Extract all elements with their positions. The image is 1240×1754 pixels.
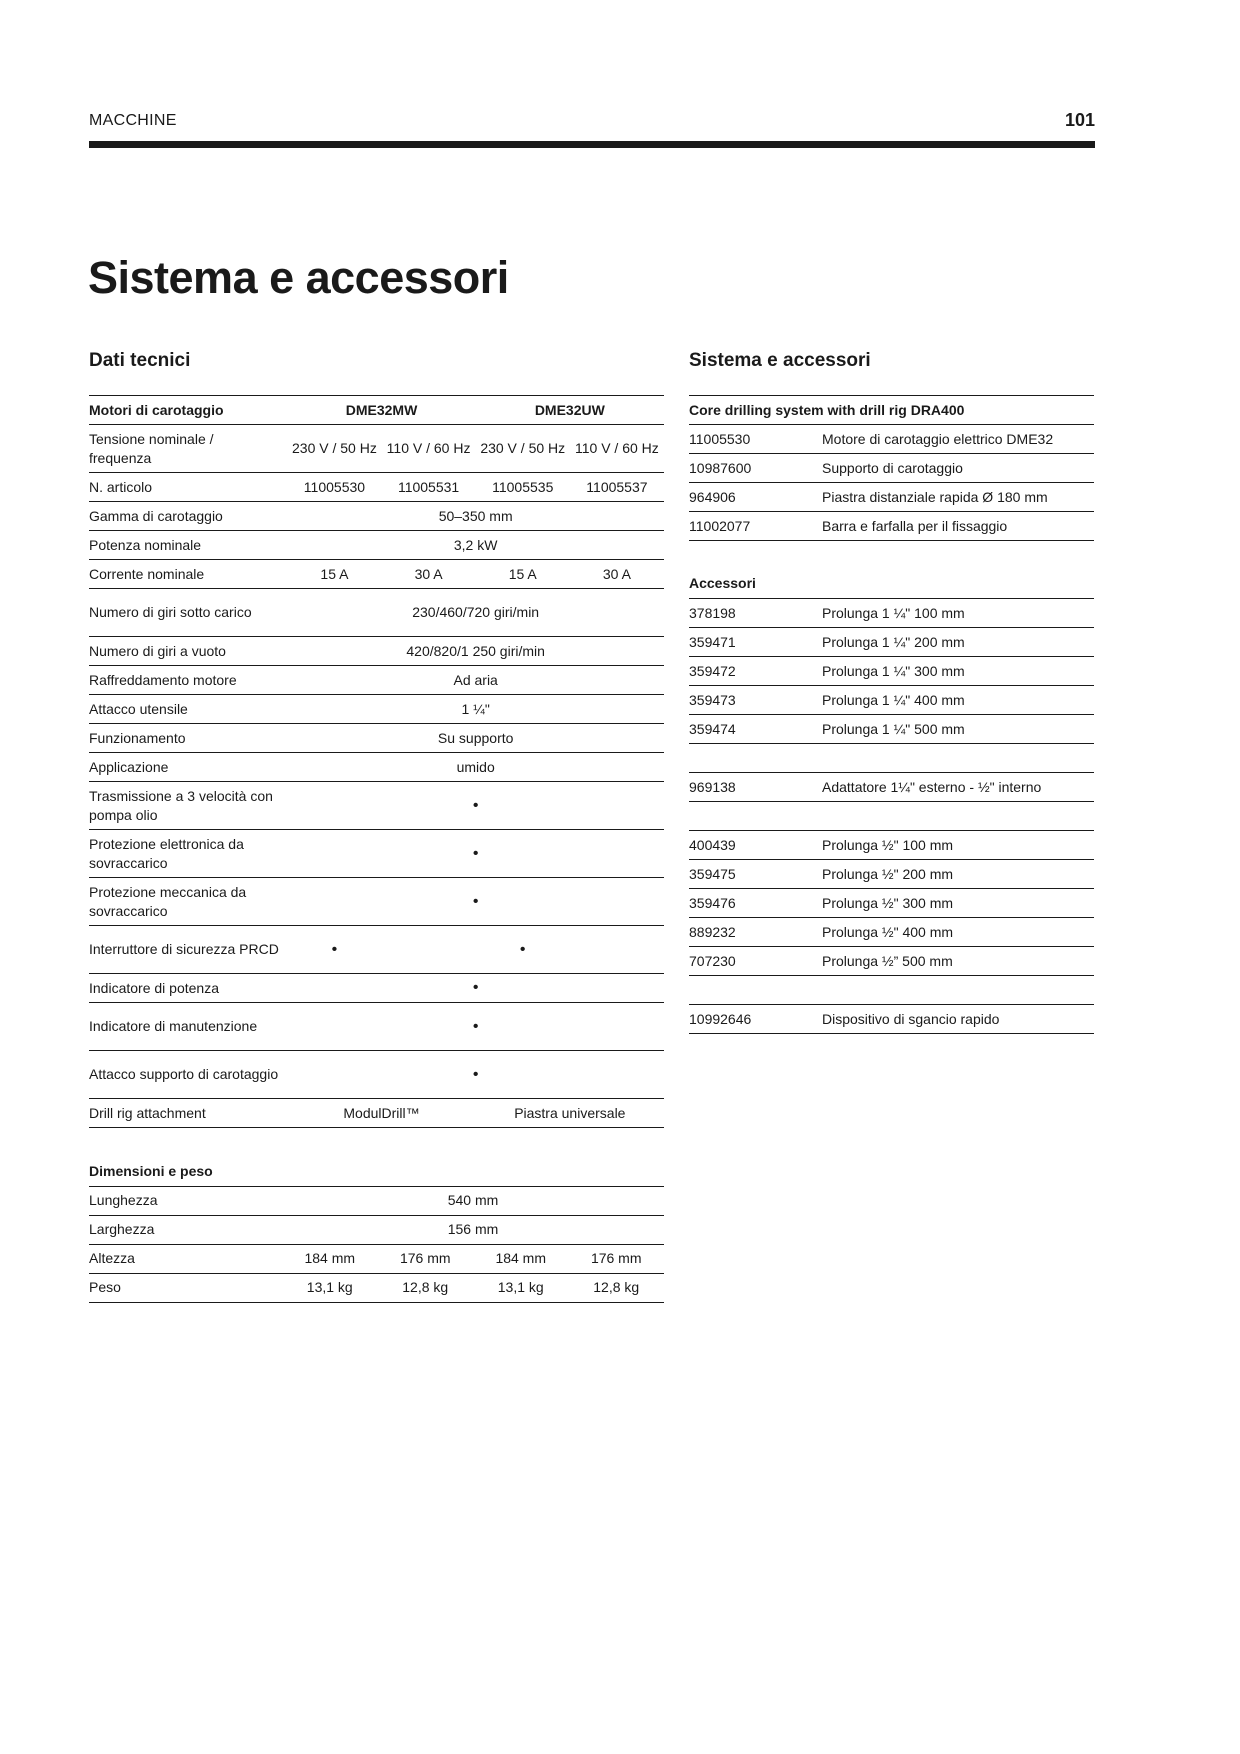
row-label: Larghezza: [89, 1215, 282, 1244]
article-description: Barra e farfalla per il fissaggio: [822, 512, 1094, 541]
article-code: 889232: [689, 918, 822, 947]
list-item: [689, 512, 1094, 541]
table-row: [89, 666, 664, 695]
article-code: 10987600: [689, 454, 822, 483]
article-code: 11005530: [689, 425, 822, 454]
article-code: 969138: [689, 773, 822, 802]
article-description: Piastra distanziale rapida Ø 180 mm: [822, 483, 1094, 512]
cell-value: 11005537: [570, 473, 664, 502]
row-label: Numero di giri sotto carico: [89, 589, 287, 637]
feature-dot: •: [287, 1003, 664, 1051]
table-row: [89, 753, 664, 782]
article-description: Motore di carotaggio elettrico DME32: [822, 425, 1094, 454]
row-label: Tensione nominale / frequenza: [89, 425, 287, 473]
empty-row: [689, 976, 1094, 1005]
list-item: [689, 483, 1094, 512]
row-label: Gamma di carotaggio: [89, 502, 287, 531]
table-row: [89, 1051, 664, 1099]
row-label: Protezione elettronica da sovraccarico: [89, 830, 287, 878]
dimensions-header: Dimensioni e peso: [89, 1157, 664, 1186]
cell-value: 3,2 kW: [287, 531, 664, 560]
article-description: Dispositivo di sgancio rapido: [822, 1005, 1094, 1034]
article-code: 378198: [689, 599, 822, 628]
model-dme32mw-header: DME32MW: [287, 396, 475, 425]
row-label: N. articolo: [89, 473, 287, 502]
cell-value: 230 V / 50 Hz: [476, 425, 570, 473]
cell-value: 15 A: [476, 560, 570, 589]
model-dme32uw-header: DME32UW: [476, 396, 664, 425]
table-row: [89, 782, 664, 830]
feature-dot: •: [287, 974, 664, 1003]
table-row: [89, 560, 664, 589]
article-description: [822, 744, 1094, 773]
cell-value: 50–350 mm: [287, 502, 664, 531]
table-row: [89, 1099, 664, 1128]
list-item: [689, 1005, 1094, 1034]
article-code: 400439: [689, 831, 822, 860]
cell-value: 176 mm: [378, 1244, 473, 1273]
article-code: 11002077: [689, 512, 822, 541]
system-accessories-table: [689, 395, 1094, 1034]
page-number: 101: [1064, 110, 1095, 130]
table-row: [89, 724, 664, 753]
table-row: [89, 830, 664, 878]
empty-row: [689, 802, 1094, 831]
article-description: Prolunga 1 ¼" 100 mm: [822, 599, 1094, 628]
row-label: Attacco supporto di carotaggio: [89, 1051, 287, 1099]
cell-value: 11005535: [476, 473, 570, 502]
feature-dot: •: [287, 830, 664, 878]
table-row: [89, 425, 664, 473]
article-description: Prolunga ½" 200 mm: [822, 860, 1094, 889]
article-code: 359476: [689, 889, 822, 918]
row-label: Indicatore di manutenzione: [89, 1003, 287, 1051]
row-label: Potenza nominale: [89, 531, 287, 560]
article-description: Prolunga 1 ¼" 500 mm: [822, 715, 1094, 744]
cell-value: 11005530: [287, 473, 381, 502]
row-label: Raffreddamento motore: [89, 666, 287, 695]
article-description: [822, 802, 1094, 831]
feature-dot: •: [476, 926, 570, 974]
table-row: [89, 1215, 664, 1244]
feature-dot: •: [287, 782, 664, 830]
row-label: Altezza: [89, 1244, 282, 1273]
cell-value: Piastra universale: [476, 1099, 664, 1128]
list-item: [689, 686, 1094, 715]
dimensions-table: [89, 1157, 664, 1303]
article-code: 359472: [689, 657, 822, 686]
cell-value: 11005531: [382, 473, 476, 502]
header-rule: [89, 141, 1095, 148]
cell-value: 176 mm: [568, 1244, 664, 1273]
list-item: [689, 628, 1094, 657]
list-item: [689, 657, 1094, 686]
cell-value: 15 A: [287, 560, 381, 589]
cell-value: Ad aria: [287, 666, 664, 695]
article-code: [689, 802, 822, 831]
row-label: Funzionamento: [89, 724, 287, 753]
row-label: Applicazione: [89, 753, 287, 782]
cell-value: 30 A: [570, 560, 664, 589]
table-row: [89, 1186, 664, 1215]
cell-value: 540 mm: [282, 1186, 664, 1215]
cell-value: 30 A: [382, 560, 476, 589]
cell-value: umido: [287, 753, 664, 782]
table-row: [89, 1273, 664, 1302]
row-label: Indicatore di potenza: [89, 974, 287, 1003]
article-description: Prolunga ½" 100 mm: [822, 831, 1094, 860]
system-header-row: [689, 396, 1094, 425]
article-code: 707230: [689, 947, 822, 976]
cell-value: 110 V / 60 Hz: [570, 425, 664, 473]
article-code: 359473: [689, 686, 822, 715]
article-description: Prolunga ½” 500 mm: [822, 947, 1094, 976]
cell-value: 230 V / 50 Hz: [287, 425, 381, 473]
table-row: [89, 637, 664, 666]
running-header-section: MACCHINE: [89, 112, 177, 129]
cell-value: 184 mm: [473, 1244, 568, 1273]
list-item: [689, 831, 1094, 860]
list-item: [689, 773, 1094, 802]
list-item: [689, 947, 1094, 976]
table-row: [89, 1003, 664, 1051]
row-label: Drill rig attachment: [89, 1099, 287, 1128]
row-label: Numero di giri a vuoto: [89, 637, 287, 666]
article-code: 964906: [689, 483, 822, 512]
article-description: Adattatore 1¼" esterno - ½" interno: [822, 773, 1094, 802]
list-item: [689, 715, 1094, 744]
cell-value: Su supporto: [287, 724, 664, 753]
article-description: Prolunga ½" 400 mm: [822, 918, 1094, 947]
cell-value: 1 ¼": [287, 695, 664, 724]
cell-value: 13,1 kg: [473, 1273, 568, 1302]
list-item: [689, 889, 1094, 918]
table-row: [89, 878, 664, 926]
row-label: Attacco utensile: [89, 695, 287, 724]
table-row: [89, 531, 664, 560]
list-item: [689, 860, 1094, 889]
table-row: [89, 695, 664, 724]
tech-data-heading: Dati tecnici: [89, 350, 191, 371]
dimensions-header-row: [89, 1157, 664, 1186]
row-label: Lunghezza: [89, 1186, 282, 1215]
article-code: [689, 976, 822, 1005]
cell-value: 420/820/1 250 giri/min: [287, 637, 664, 666]
list-item: [689, 454, 1094, 483]
tech-data-table: [89, 395, 664, 1128]
tech-header-label: Motori di carotaggio: [89, 396, 287, 425]
list-item: [689, 918, 1094, 947]
cell-empty: [382, 926, 476, 974]
article-description: Prolunga ½" 300 mm: [822, 889, 1094, 918]
cell-value: ModulDrill™: [287, 1099, 475, 1128]
cell-value: 13,1 kg: [282, 1273, 377, 1302]
article-code: [689, 744, 822, 773]
row-label: Peso: [89, 1273, 282, 1302]
article-description: Prolunga 1 ¼" 400 mm: [822, 686, 1094, 715]
row-label: Interruttore di sicurezza PRCD: [89, 926, 287, 974]
article-description: [822, 976, 1094, 1005]
empty-row: [689, 744, 1094, 773]
row-label: Trasmissione a 3 velocità con pompa olio: [89, 782, 287, 830]
page-title: Sistema e accessori: [88, 252, 509, 303]
row-label: Protezione meccanica da sovraccarico: [89, 878, 287, 926]
system-header: Core drilling system with drill rig DRA400: [689, 396, 1094, 425]
cell-value: 12,8 kg: [378, 1273, 473, 1302]
cell-value: 12,8 kg: [568, 1273, 664, 1302]
tech-table-header-row: [89, 396, 664, 425]
table-row: [89, 589, 664, 637]
article-description: Prolunga 1 ¼" 300 mm: [822, 657, 1094, 686]
feature-dot: •: [287, 1051, 664, 1099]
spacer-row: [689, 541, 1094, 570]
cell-value: 184 mm: [282, 1244, 377, 1273]
table-row: [89, 1244, 664, 1273]
cell-empty: [570, 926, 664, 974]
table-row: [89, 502, 664, 531]
system-heading: Sistema e accessori: [689, 350, 871, 371]
article-code: 359471: [689, 628, 822, 657]
cell-value: 110 V / 60 Hz: [382, 425, 476, 473]
row-label: Corrente nominale: [89, 560, 287, 589]
cell-value: 156 mm: [282, 1215, 664, 1244]
article-code: 10992646: [689, 1005, 822, 1034]
article-code: 359474: [689, 715, 822, 744]
article-description: Prolunga 1 ¼" 200 mm: [822, 628, 1094, 657]
accessories-header-row: [689, 570, 1094, 599]
table-row: [89, 473, 664, 502]
article-description: Supporto di carotaggio: [822, 454, 1094, 483]
list-item: [689, 599, 1094, 628]
table-row: [89, 926, 664, 974]
list-item: [689, 425, 1094, 454]
table-row: [89, 974, 664, 1003]
cell-value: 230/460/720 giri/min: [287, 589, 664, 637]
accessories-header: Accessori: [689, 570, 1094, 599]
feature-dot: •: [287, 926, 381, 974]
article-code: 359475: [689, 860, 822, 889]
feature-dot: •: [287, 878, 664, 926]
